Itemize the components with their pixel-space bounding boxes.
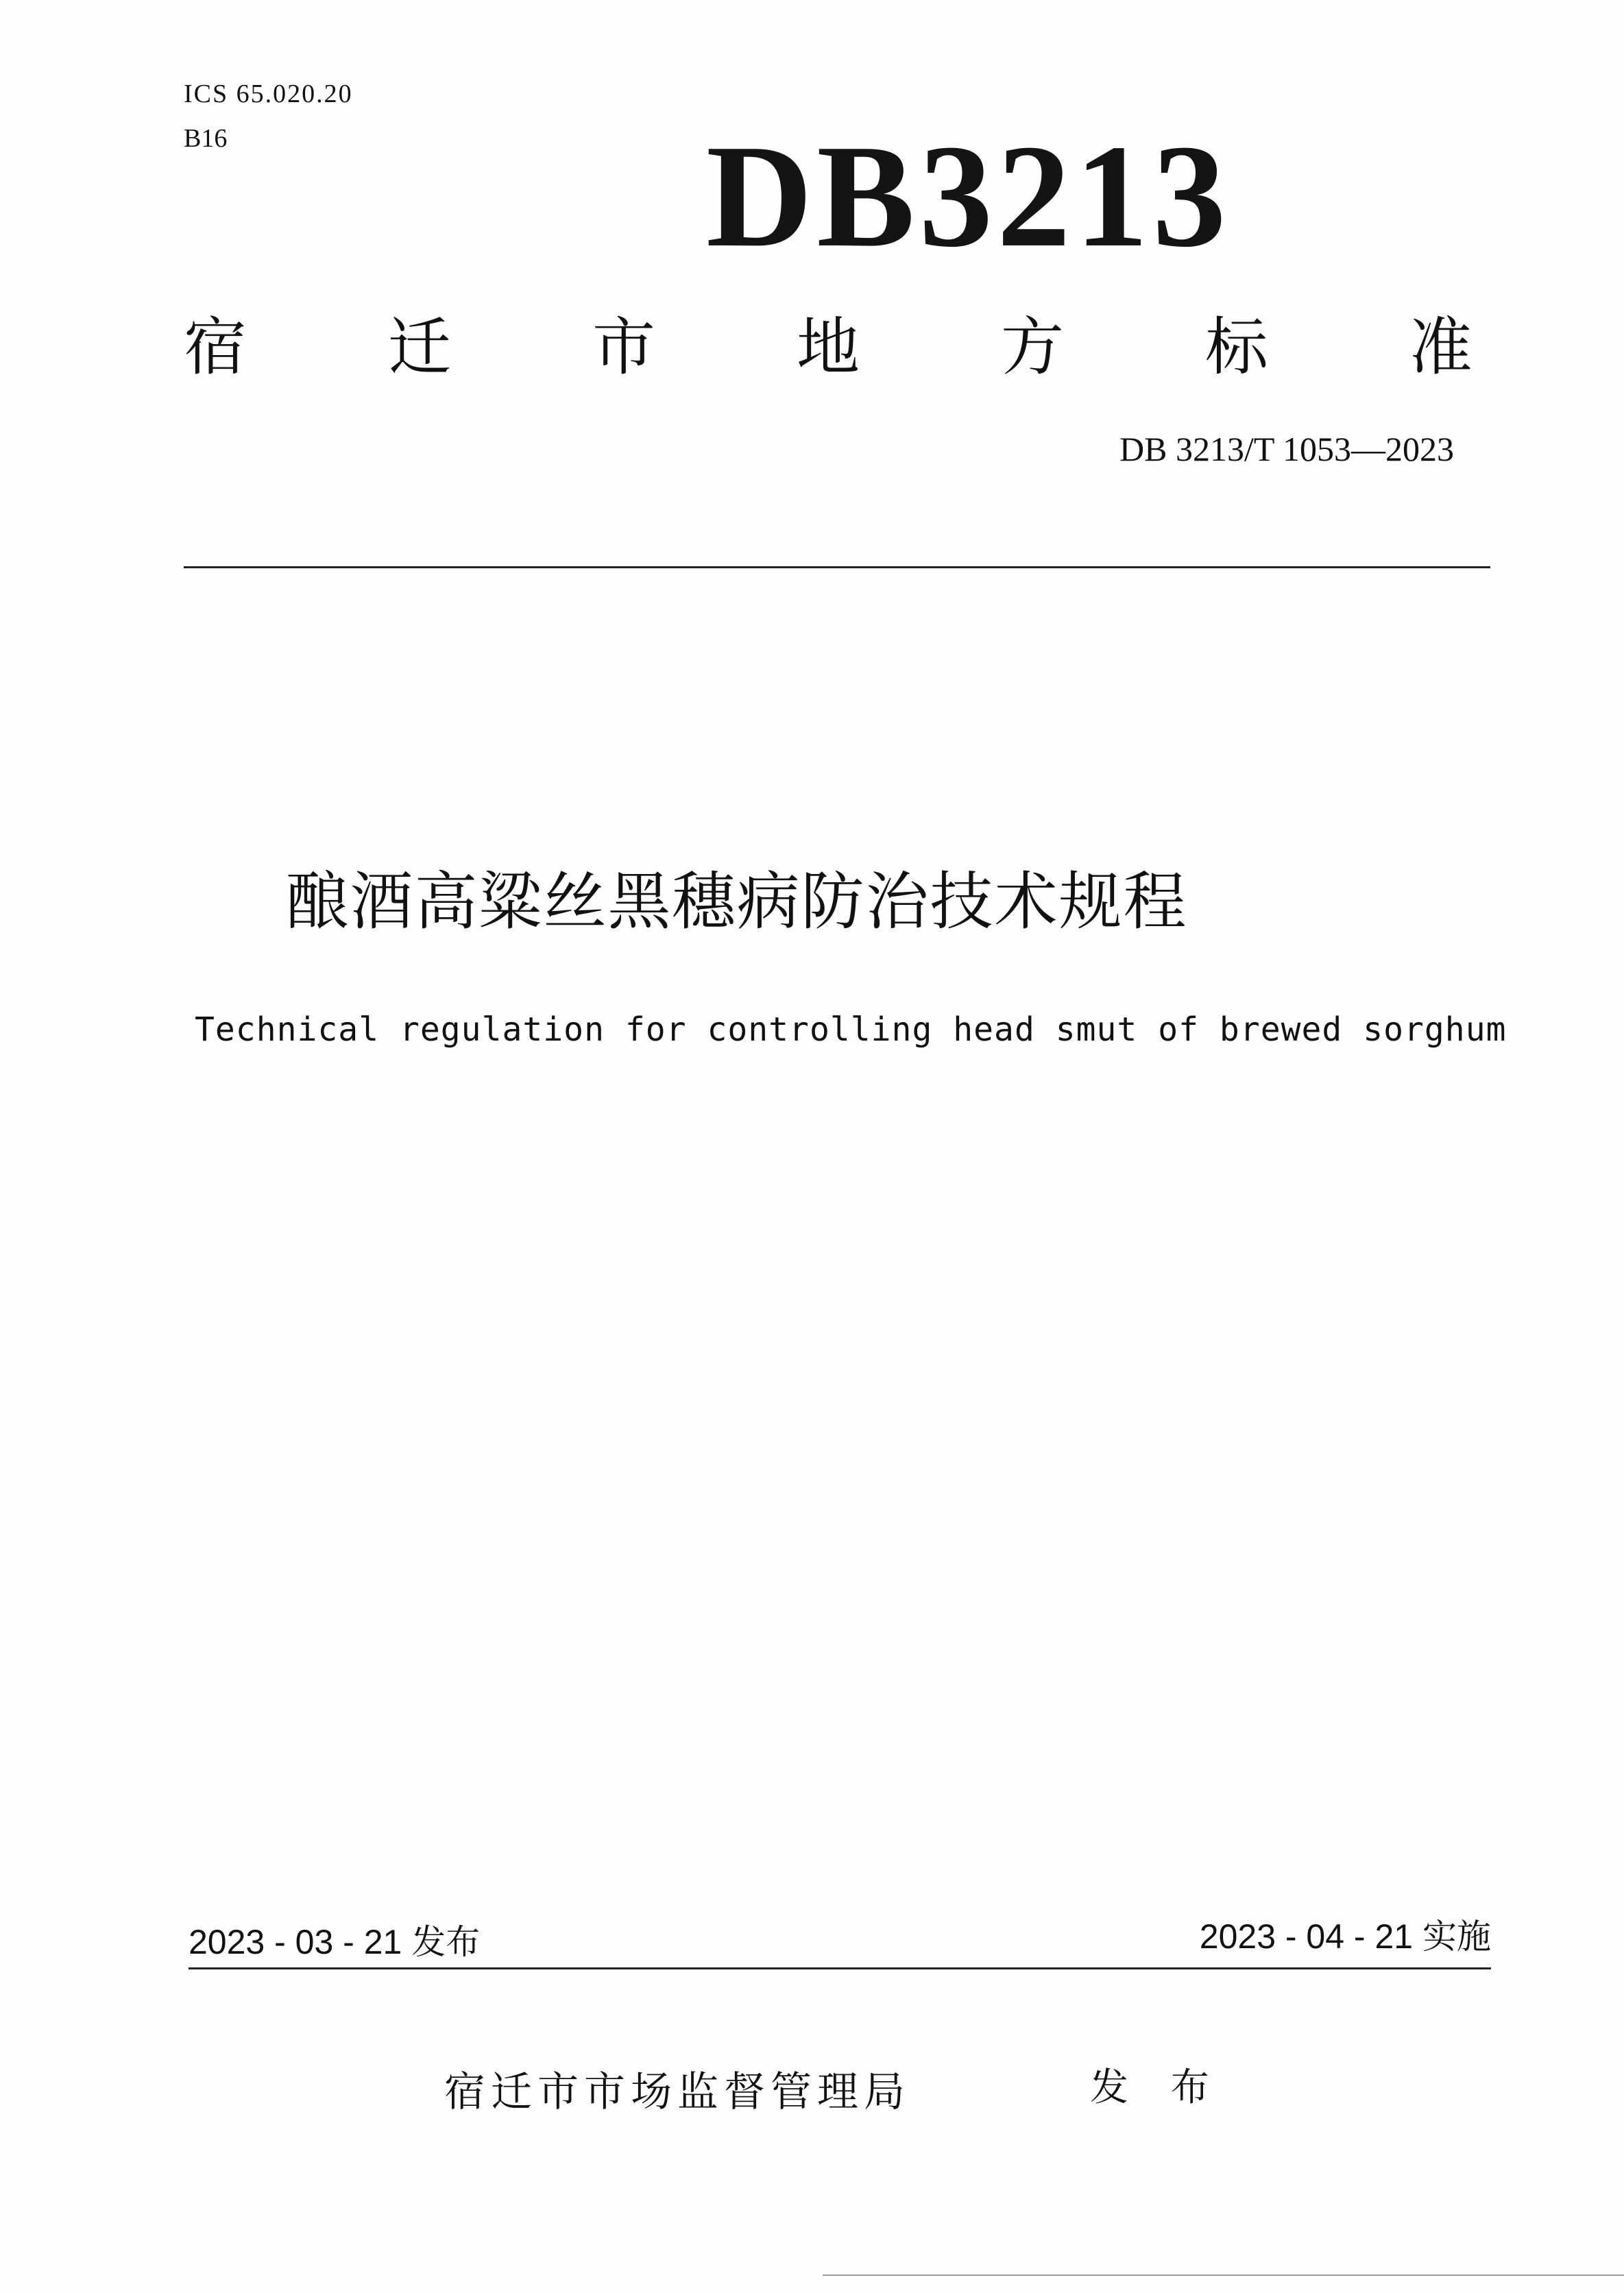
document-title-english: Technical regulation for controlling head smut of brewed sorghum bbox=[195, 1010, 1507, 1049]
standard-type-char: 迁 bbox=[387, 311, 451, 384]
issue-date: 2023 - 03 - 21 发布 bbox=[189, 1923, 481, 1961]
publish-label: 发 布 bbox=[1090, 2065, 1224, 2110]
standard-type-char: 标 bbox=[1204, 311, 1268, 384]
top-divider bbox=[184, 566, 1490, 568]
document-title-chinese: 酿酒高粱丝黑穗病防治技术规程 bbox=[285, 865, 1188, 938]
publisher-name: 宿迁市市场监督管理局 bbox=[444, 2068, 910, 2116]
standard-type-heading bbox=[184, 310, 1472, 385]
standard-type-char: 准 bbox=[1409, 311, 1472, 384]
classification-code: B16 bbox=[184, 124, 228, 153]
scan-edge-line bbox=[823, 2274, 1624, 2276]
standard-type-char: 宿 bbox=[184, 311, 247, 384]
standard-type-char: 地 bbox=[796, 311, 860, 384]
ics-code: ICS 65.020.20 bbox=[184, 80, 353, 108]
standard-number: DB 3213/T 1053—2023 bbox=[1119, 430, 1454, 468]
standard-type-char: 市 bbox=[592, 311, 655, 384]
bottom-divider bbox=[189, 1967, 1491, 1969]
effective-date: 2023 - 04 - 21 实施 bbox=[1199, 1917, 1491, 1956]
standard-type-char: 方 bbox=[1000, 311, 1064, 384]
standard-logo-db3213: DB3213 bbox=[706, 114, 1231, 278]
